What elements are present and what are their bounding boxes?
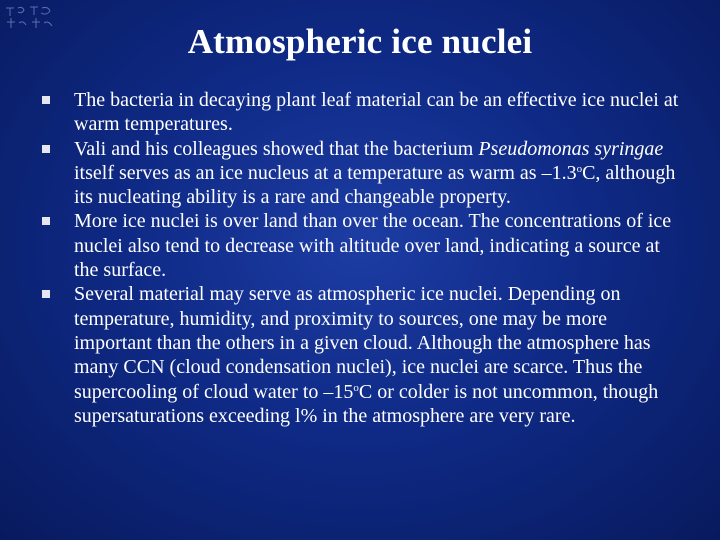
bullet-item bbox=[42, 88, 682, 137]
square-bullet-icon bbox=[42, 217, 50, 225]
bullet-text: More ice nuclei is over land than over the ocean. The concentrations of ice nuclei also tend to decrease with altitude over land, indicating a source at the surface. bbox=[74, 210, 672, 282]
bullet-item bbox=[42, 282, 682, 428]
degree-symbol: o bbox=[353, 381, 359, 394]
slide-title: Atmospheric ice nuclei bbox=[187, 22, 533, 61]
bullet-text-segment: C or colder is not uncommon, though supersaturations exceeding l% in the atmosphere are very rare. bbox=[74, 380, 659, 427]
degree-symbol: o bbox=[576, 162, 583, 175]
bullet-list bbox=[42, 88, 682, 428]
bullet-text bbox=[74, 138, 675, 209]
bullet-text-segment: itself serves as an ice nucleus at a temperature as warm as –1.3 bbox=[74, 161, 577, 184]
square-bullet-icon bbox=[42, 145, 50, 153]
square-bullet-icon bbox=[42, 96, 50, 104]
bullet-text bbox=[74, 283, 658, 426]
square-bullet-icon bbox=[42, 290, 50, 298]
species-name: Pseudomonas syringae bbox=[478, 137, 664, 160]
bullet-text-segment: Vali and his colleagues showed that the bacterium bbox=[74, 137, 479, 160]
bullet-text: The bacteria in decaying plant leaf material can be an effective ice nuclei at warm temperatures. bbox=[74, 89, 679, 136]
bullet-item bbox=[42, 209, 682, 282]
bullet-text-segment: C, although its nucleating ability is a rare and changeable property. bbox=[74, 161, 676, 209]
bullet-text-segment: Several material may serve as atmospheric ice nuclei. Depending on temperature, humidity, and proximity to sources, one may be more important than the others in a given cloud. Although the atmosphere has many CCN (cloud condensation nuclei), ice nuclei are scarce. Thus the supercooling of cloud water to –15 bbox=[74, 283, 651, 403]
bullet-item bbox=[42, 137, 682, 210]
